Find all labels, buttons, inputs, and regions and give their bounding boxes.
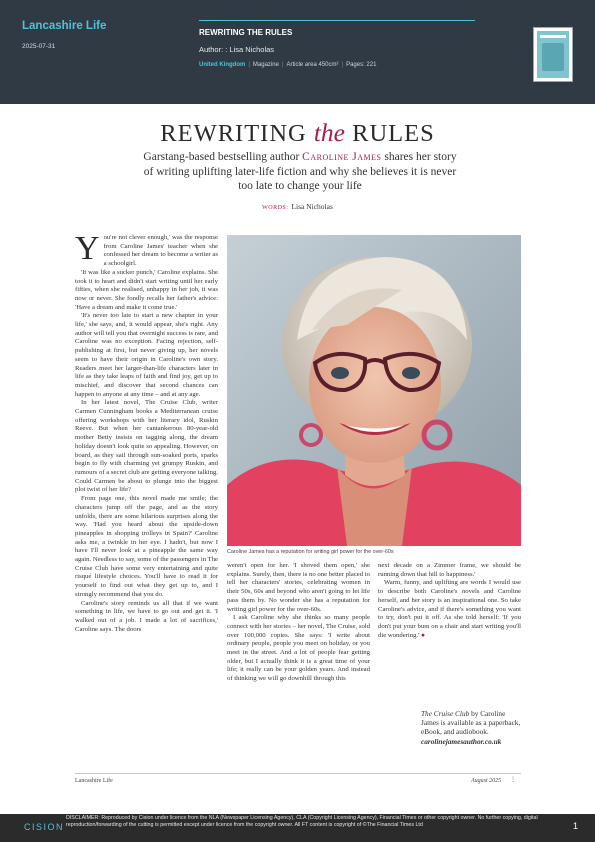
standfirst-text: shares her story of writing uplifting later-life fiction and why she believes it is never too late to change your life	[143, 151, 457, 193]
footer-issue-date: August 2025	[471, 778, 502, 784]
publication-date: 2025-07-31	[22, 43, 56, 50]
book-info-boxout	[421, 709, 521, 746]
page-number: 1	[573, 821, 579, 831]
article-column-1	[75, 230, 219, 634]
cision-logo: CISION	[24, 822, 65, 832]
paragraph-text: ou're not clever enough,' was the response from Caroline James' teacher when she confessed her dream to become a writer as a schoolgirl.	[103, 234, 218, 268]
article-column-3	[378, 562, 521, 640]
paragraph: next decade on a Zimmer frame, we should be running down that hill to happiness.'	[378, 562, 521, 578]
article-column-2	[227, 562, 370, 684]
disclaimer-text: DISCLAIMER: Reproduced by Cision under licence from the NLA (Newspaper Licensing Agency), CLA (Copyright Licensing Agency), Financial Times or other copyright owner. No further copying, digital reproduction/forwarding of the cutting is permitted except under licence from the copyright owner. All FT content is copyright of ©The Financial Times Ltd	[66, 815, 538, 829]
title-part-the: the	[313, 118, 345, 147]
thumbnail-page-image	[537, 31, 569, 78]
document-header	[0, 0, 595, 104]
footer-publication: Lancashire Life	[75, 778, 113, 784]
byline	[0, 202, 595, 211]
standfirst-text: Garstang-based bestselling author	[143, 151, 303, 163]
paragraph: 'It's never too late to start a new chapter in your life,' she says, and, it would appear, she's right. Any author will tell you that overnight success is rare, and Caroline was no exception. Facing rejection, self-publishing at first, but never giving up, her novels seem to have their origin in Caroline's own story. Readers meet her larger-than-life characters later in life as they take leaps of faith and find joy, get up to mischief, and discover that second chances can happen to anyone at any time – and at any age.	[75, 312, 219, 398]
author-website-link[interactable]: carolinejamesauthor.co.uk	[421, 736, 502, 746]
footer-mark: ⋮	[510, 777, 516, 783]
book-availability: by Caroline James is available as a paperback, eBook, and audiobook.	[421, 709, 521, 737]
article-standfirst	[140, 150, 460, 194]
paragraph	[75, 230, 218, 269]
standfirst-author-name: Caroline James	[302, 151, 382, 163]
title-part: REWRITING	[160, 120, 314, 147]
paragraph	[378, 579, 521, 640]
title-part: RULES	[345, 120, 435, 147]
page-thumbnail[interactable]	[533, 27, 573, 82]
publication-name: Lancashire Life	[22, 20, 107, 32]
article-header-title: REWRITING THE RULES	[199, 28, 293, 37]
paragraph: From page one, this novel made me smile; the characters jump off the page, and as the story unfolds, there are some hilarious surprises along the way. 'Had you heard about the upside-down pineapples in shopping trolleys in Spain?' Caroline asks me, a twinkle in her eye. I hadn't, but now I have I'll never look at a pineapple the same way again. Needless to say, some of the passengers in The Cruise Club have some very entertaining and quite risqué lifestyle choices. You'll have to read it for yourself to find out what they get up to, and I strongly recommend that you do.	[75, 495, 218, 598]
article-metadata	[199, 62, 376, 68]
country-label: United Kingdom	[199, 62, 246, 68]
paragraph-text: Warm, funny, and uplifting are words I would use to describe both Caroline's novels and Caroline herself, and her story is an inspirational one. So take Caroline's advice, and if there's something you want to try, don't put it off. As she told herself: 'If you don't put your bum on a chair and start writing you'll die wondering.'	[378, 579, 521, 639]
paragraph: I ask Caroline why she thinks so many people connect with her stories – her novel, The Cruise, sold over 100,000 copies. She says: 'I write about ordinary people, people you meet on holiday, or you meet in the street. And a lot of people fear getting older, but I actually think it is a great time of your life; it really can be your golden years. And instead of thinking we will go downhill through this	[227, 614, 370, 683]
book-title: The Cruise Club	[421, 709, 470, 718]
end-mark: ●	[421, 631, 426, 639]
section-label: Magazine	[252, 62, 279, 68]
paragraph: weren't open for her. 'I shoved them open,' she explains. Surely, then, there is no one better placed to tell her characters' stories, celebrating women in their 50s, 60s and beyond who aren't going to let life pass them by. No wonder she has a reputation for writing girl power for the over-60s.	[227, 562, 370, 613]
article-area-label: Article area 450cm²	[286, 62, 339, 68]
byline-label: WORDS:	[262, 205, 289, 211]
paragraph: In her latest novel, The Cruise Club, writer Carmen Cunningham books a Mediterranean cruise offering workshops with her literary idol, Ruskin Reeve. But when her cantankerous 80-year-old mother Betty insists on tagging along, the dream holiday doesn't look quite so appealing. However, on board, as they sail through sun-soaked ports, sparks begin to fly with charming yet grumpy Ruskin, and rumours of a secret club are getting everyone talking. Could Carmen be about to plunge into the biggest plot twist of her life?	[75, 399, 218, 494]
meta-separator: |	[341, 62, 344, 68]
author-portrait-photo	[227, 235, 521, 546]
paragraph: Caroline's story reminds us all that if we want something in life, we have to go out and get it. 'I walked out of a job. I made a lot of sacrifices,' Caroline says. The doors	[75, 599, 218, 633]
paragraph: 'It was like a sucker punch,' Caroline explains. She took it to heart and didn't start writing until her early fifties, when she realised, unhappy in her job, it was now or never. She fondly recalls her father's advice: 'Have a dream and make it come true.'	[75, 268, 218, 311]
meta-separator: |	[248, 62, 250, 68]
footer-divider	[75, 773, 521, 774]
article-author: Author: : Lisa Nicholas	[199, 45, 275, 54]
byline-name: Lisa Nicholas	[291, 202, 333, 211]
header-divider	[199, 20, 475, 21]
meta-separator: |	[281, 62, 284, 68]
photo-caption: Caroline James has a reputation for writing girl power for the over-60s	[227, 549, 394, 555]
article-title	[0, 118, 595, 148]
drop-cap: Y	[75, 230, 100, 267]
pages-label: Pages: 221	[346, 62, 377, 68]
